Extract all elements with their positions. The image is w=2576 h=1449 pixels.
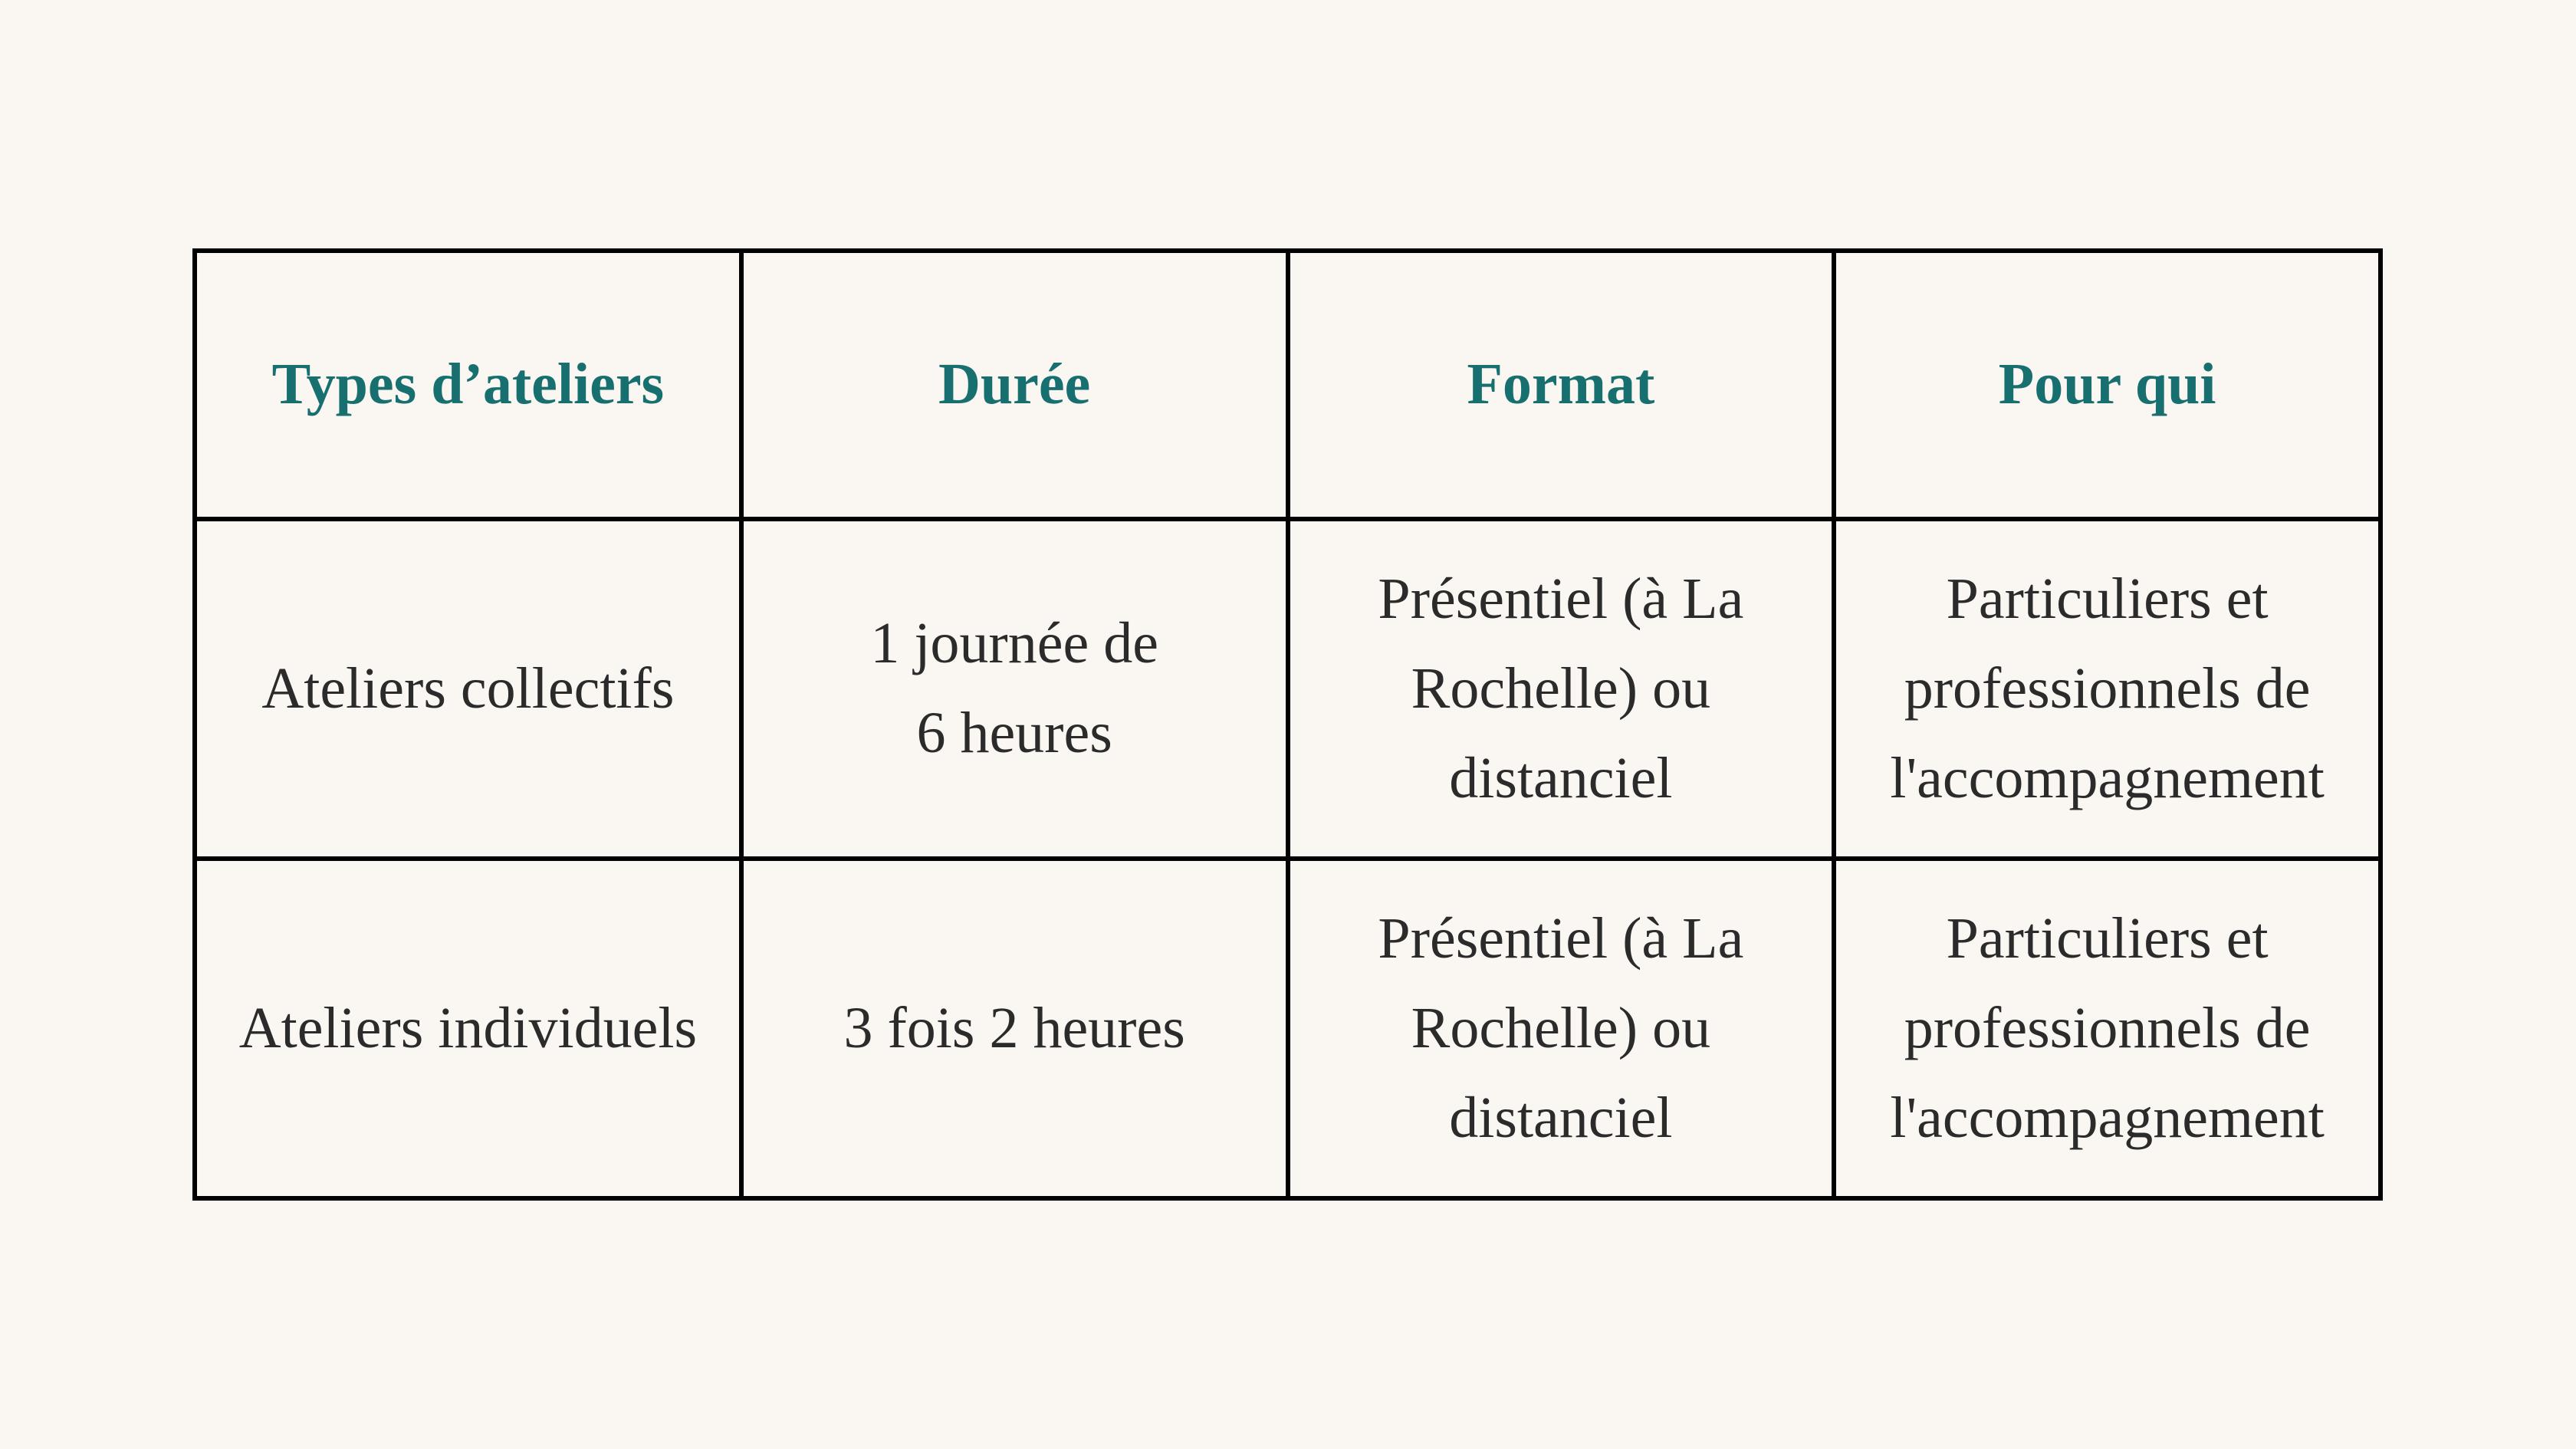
cell-line: Particuliers et [1946, 905, 2269, 971]
cell-line: l'accompagnement [1890, 1085, 2325, 1150]
cell-line: Rochelle) ou [1411, 656, 1711, 721]
table-row [195, 859, 2380, 1198]
cell-line: professionnels de [1904, 656, 2311, 721]
cell-line: l'accompagnement [1890, 745, 2325, 810]
cell-line: professionnels de [1904, 995, 2311, 1060]
cell-format [1288, 859, 1835, 1198]
cell-line: Présentiel (à La [1378, 905, 1744, 971]
cell-pour-qui [1834, 519, 2380, 859]
table-header-row [195, 251, 2380, 519]
cell-line: Présentiel (à La [1378, 566, 1744, 631]
cell-format [1288, 519, 1835, 859]
cell-line: distanciel [1449, 745, 1673, 810]
cell-type: Ateliers collectifs [195, 519, 741, 859]
cell-line: 3 fois 2 heures [843, 995, 1185, 1060]
cell-line: 6 heures [916, 701, 1112, 766]
cell-line: 1 journée de [870, 611, 1158, 676]
cell-pour-qui [1834, 859, 2380, 1198]
header-format: Format [1288, 251, 1835, 519]
header-duree: Durée [741, 251, 1288, 519]
cell-duree [741, 859, 1288, 1198]
cell-type: Ateliers individuels [195, 859, 741, 1198]
cell-line: Rochelle) ou [1411, 995, 1711, 1060]
header-pour-qui: Pour qui [1834, 251, 2380, 519]
cell-line: Particuliers et [1946, 566, 2269, 631]
header-types: Types d’ateliers [195, 251, 741, 519]
ateliers-table [192, 248, 2383, 1201]
cell-line: distanciel [1449, 1085, 1673, 1150]
cell-duree [741, 519, 1288, 859]
table-row [195, 519, 2380, 859]
